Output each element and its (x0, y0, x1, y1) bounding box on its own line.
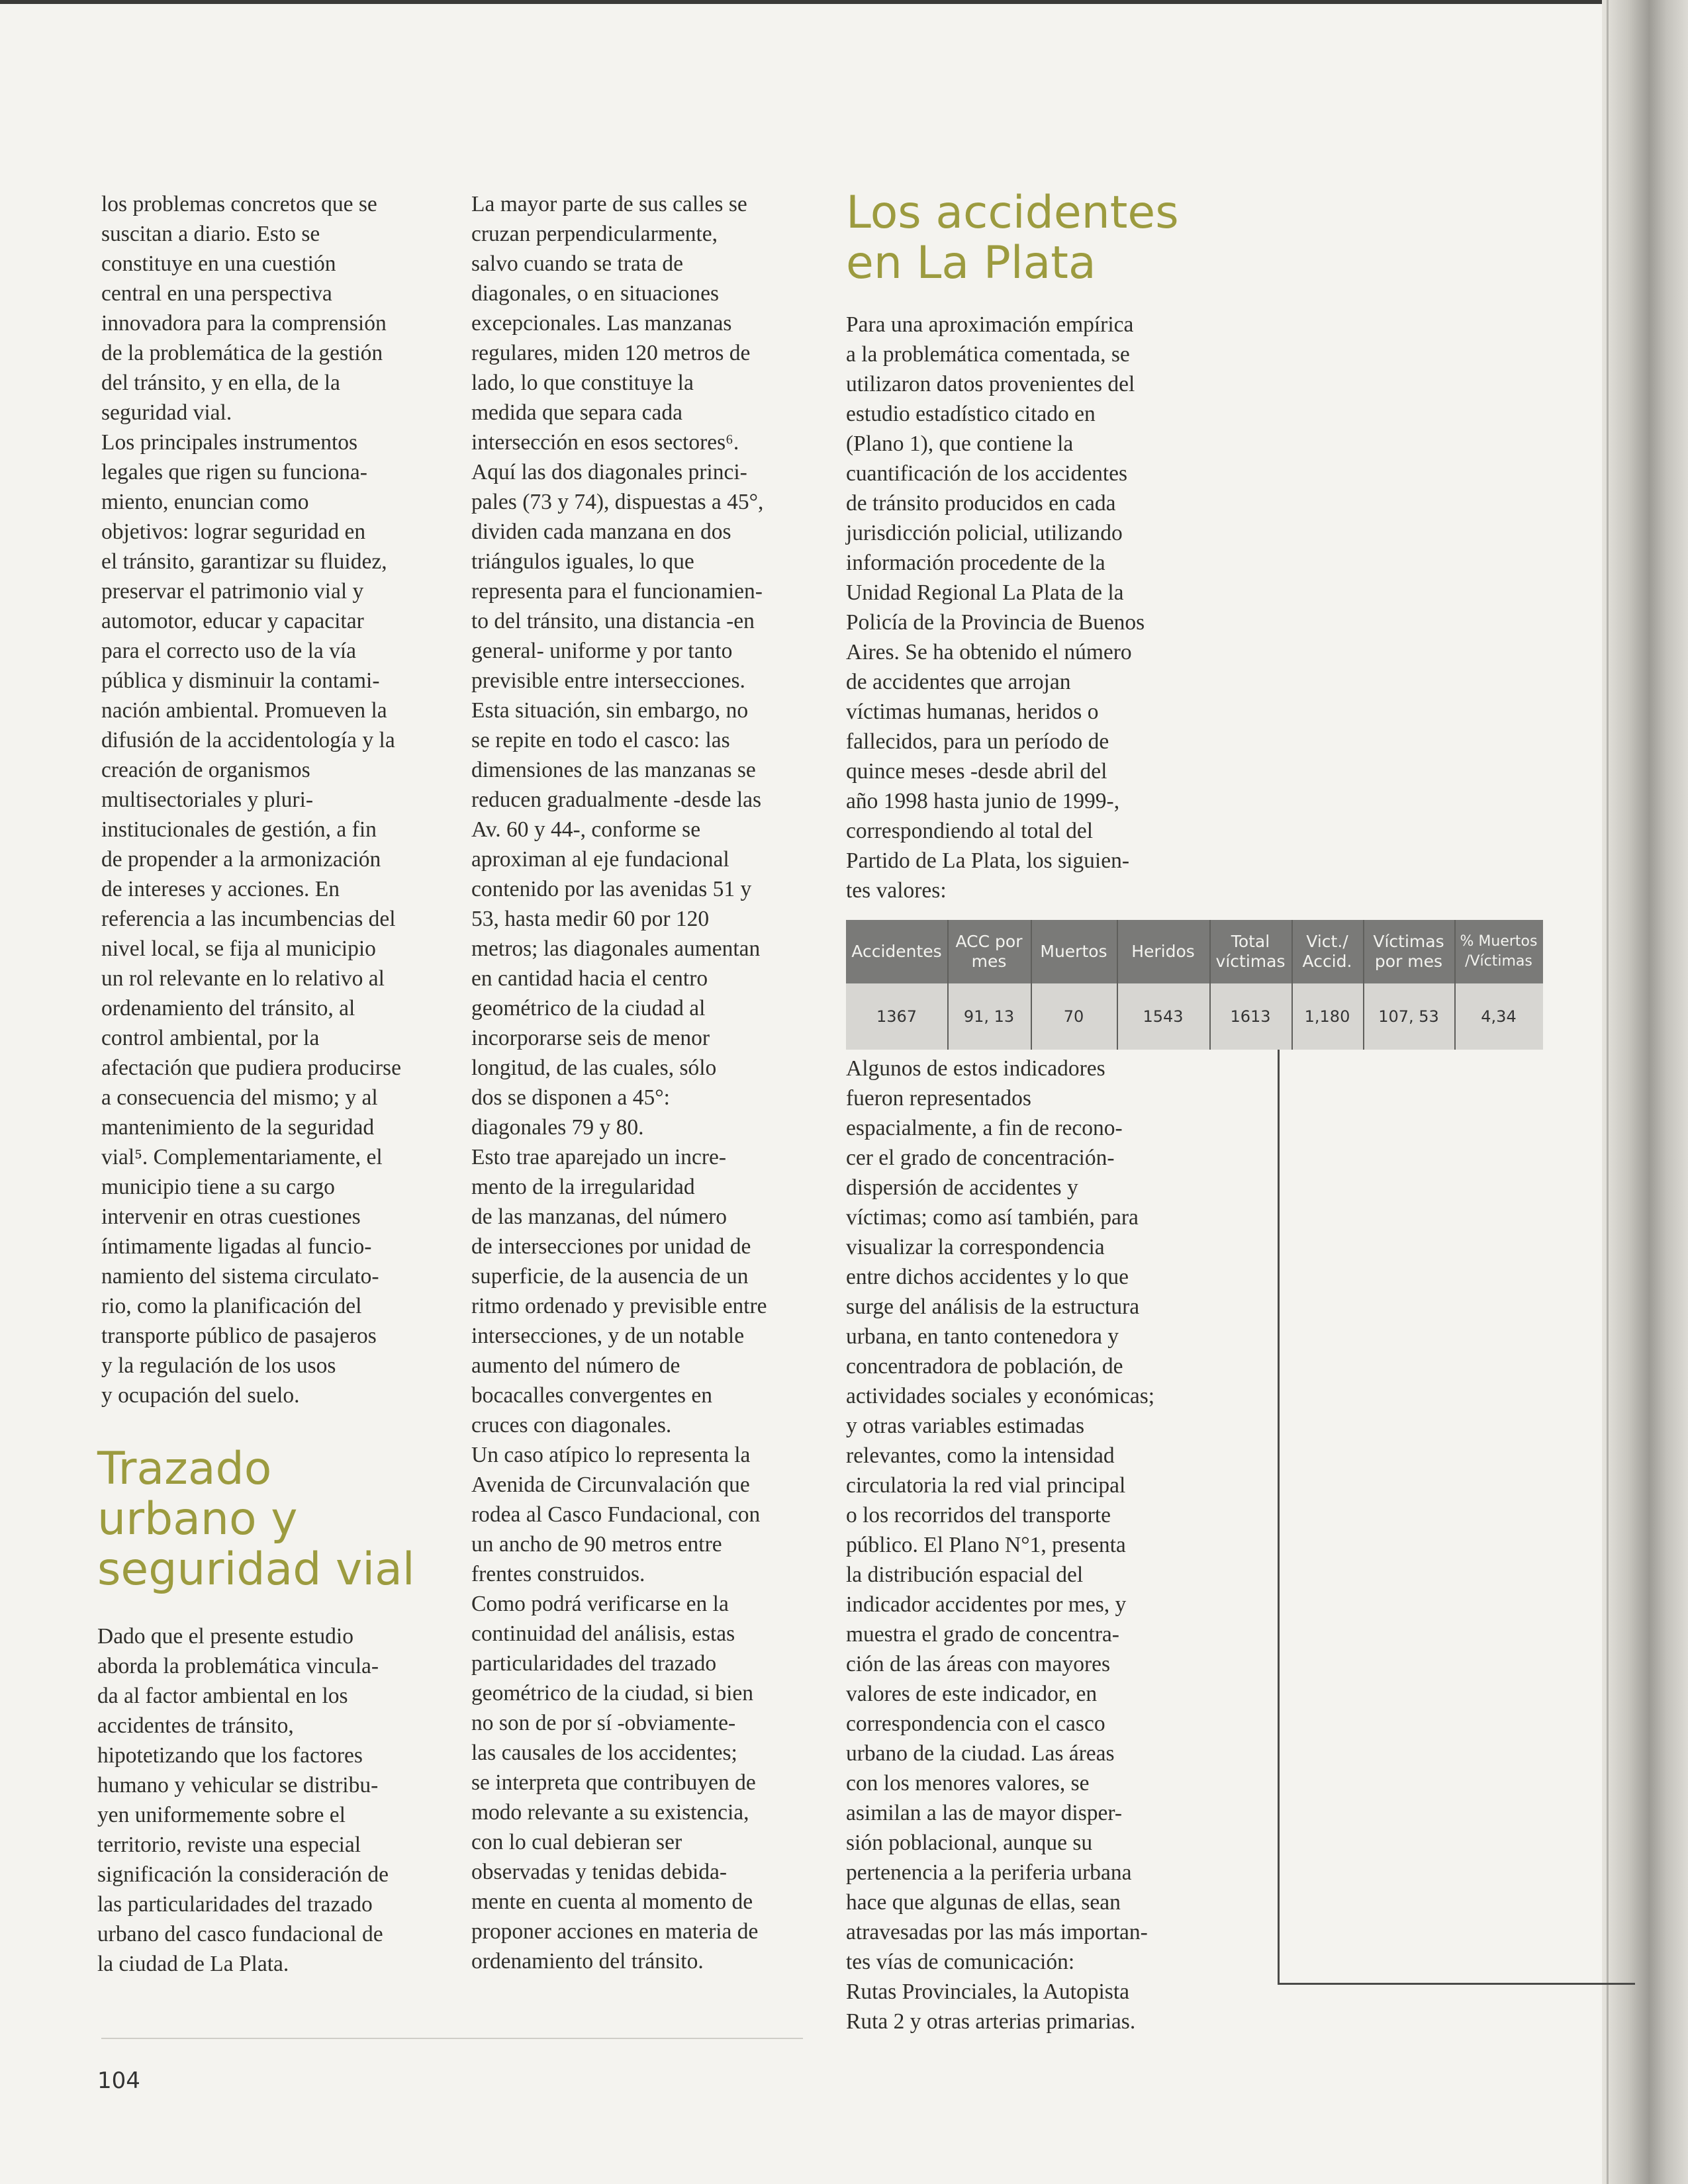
text-line: las particularidades del trazado (97, 1892, 373, 1917)
text-line: con los menores valores, se (846, 1771, 1090, 1796)
text-line: referencia a las incumbencias del (101, 907, 396, 931)
text-line: frentes construidos. (471, 1562, 645, 1586)
text-line: intersección en esos sectores⁶. (471, 430, 739, 455)
text-line: medida que separa cada (471, 400, 683, 425)
header-victimas-por-mes: Víctimas por mes (1373, 932, 1444, 971)
cell-total-victimas: 1613 (1230, 1007, 1271, 1026)
text-line: dividen cada manzana en dos (471, 520, 731, 544)
text-line: cruces con diagonales. (471, 1413, 672, 1437)
text-line: la ciudad de La Plata. (97, 1952, 289, 1976)
text-line: asimilan a las de mayor disper- (846, 1801, 1123, 1825)
text-line: preservar el patrimonio vial y (101, 579, 364, 604)
text-line: fueron representados (846, 1086, 1031, 1111)
text-line: muestra el grado de concentra- (846, 1622, 1119, 1647)
column-1-body-trazado (97, 1621, 428, 1979)
cell-muertos: 70 (1063, 1007, 1084, 1026)
text-line: diagonales 79 y 80. (471, 1115, 644, 1140)
text-line: relevantes, como la intensidad (846, 1443, 1115, 1468)
text-line: víctimas; como así también, para (846, 1205, 1139, 1230)
text-line: Rutas Provinciales, la Autopista (846, 1979, 1130, 2004)
text-line: urbano del casco fundacional de (97, 1922, 383, 1946)
text-line: observadas y tenidas debida- (471, 1860, 727, 1884)
text-line: a consecuencia del mismo; y al (101, 1085, 378, 1110)
text-line: mente en cuenta al momento de (471, 1889, 753, 1914)
text-line: objetivos: lograr seguridad en (101, 520, 366, 544)
heading-line: Los accidentes (846, 187, 1179, 239)
text-line: un ancho de 90 metros entre (471, 1532, 722, 1557)
figure-frame-left (1278, 1050, 1280, 1984)
text-line: estudio estadístico citado en (846, 402, 1096, 426)
text-line: dimensiones de las manzanas se (471, 758, 756, 782)
text-line: surge del análisis de la estructura (846, 1295, 1140, 1319)
column-2-text (471, 189, 809, 1976)
table-divider (1209, 920, 1211, 1050)
text-line: suscitan a diario. Esto se (101, 222, 320, 246)
text-line: entre dichos accidentes y lo que (846, 1265, 1129, 1289)
text-line: se interpreta que contribuyen de (471, 1770, 756, 1795)
table-divider (947, 920, 949, 1050)
book-gutter (1602, 0, 1688, 2184)
header-total-victimas: Total víctimas (1215, 932, 1286, 971)
text-line: bocacalles convergentes en (471, 1383, 712, 1408)
text-line: nación ambiental. Promueven la (101, 698, 387, 723)
text-line: correspondiendo al total del (846, 819, 1094, 843)
header-muertos: Muertos (1040, 942, 1107, 961)
header-accidentes: Accidentes (851, 942, 942, 961)
text-line: hace que algunas de ellas, sean (846, 1890, 1121, 1915)
text-line: hipotetizando que los factores (97, 1743, 363, 1768)
text-line: íntimamente ligadas al funcio- (101, 1234, 372, 1259)
text-line: namiento del sistema circulato- (101, 1264, 379, 1289)
page-number: 104 (97, 2068, 140, 2094)
text-line: miento, enuncian como (101, 490, 309, 514)
text-line: de las manzanas, del número (471, 1205, 727, 1229)
top-rule (0, 0, 1622, 4)
text-line: significación la consideración de (97, 1862, 389, 1887)
header-pct-muertos: % Muertos /Víctimas (1460, 933, 1538, 970)
text-line: dos se disponen a 45°: (471, 1085, 670, 1110)
text-line: intervenir en otras cuestiones (101, 1205, 361, 1229)
text-line: fallecidos, para un período de (846, 729, 1109, 754)
text-line: proponer acciones en materia de (471, 1919, 759, 1944)
table-divider (1363, 920, 1364, 1050)
text-line: previsible entre intersecciones. (471, 668, 745, 693)
text-line: se repite en todo el casco: las (471, 728, 730, 752)
text-line: Un caso atípico lo representa la (471, 1443, 751, 1467)
text-line: a la problemática comentada, se (846, 342, 1130, 367)
text-line: Los principales instrumentos (101, 430, 358, 455)
text-line: Partido de La Plata, los siguien- (846, 848, 1129, 873)
text-line: Aires. Se ha obtenido el número (846, 640, 1132, 664)
text-line: Esto trae aparejado un incre- (471, 1145, 727, 1169)
text-line: Avenida de Circunvalación que (471, 1473, 750, 1497)
text-line: atravesadas por las más importan- (846, 1920, 1148, 1944)
text-line: legales que rigen su funciona- (101, 460, 367, 484)
text-line: víctimas humanas, heridos o (846, 700, 1099, 724)
cell-pct-muertos: 4,34 (1481, 1007, 1517, 1026)
text-line: creación de organismos (101, 758, 310, 782)
text-line: de tránsito producidos en cada (846, 491, 1116, 516)
text-line: cuantificación de los accidentes (846, 461, 1128, 486)
text-line: Como podrá verificarse en la (471, 1592, 729, 1616)
text-line: y la regulación de los usos (101, 1353, 336, 1378)
heading-los-accidentes (846, 188, 1179, 289)
text-line: excepcionales. Las manzanas (471, 311, 732, 336)
text-line: indicador accidentes por mes, y (846, 1592, 1127, 1617)
text-line: quince meses -desde abril del (846, 759, 1107, 784)
text-line: Aquí las dos diagonales princi- (471, 460, 747, 484)
text-line: de la problemática de la gestión (101, 341, 383, 365)
column-1-text (101, 189, 432, 1410)
text-line: un rol relevante en lo relativo al (101, 966, 385, 991)
text-line: cruzan perpendicularmente, (471, 222, 718, 246)
text-line: metros; las diagonales aumentan (471, 936, 761, 961)
text-line: to del tránsito, una distancia -en (471, 609, 755, 633)
text-line: con lo cual debieran ser (471, 1830, 682, 1854)
heading-line: Trazado (97, 1443, 272, 1495)
heading-line: urbano y (97, 1493, 298, 1545)
text-line: reducen gradualmente -desde las (471, 788, 762, 812)
text-line: contenido por las avenidas 51 y (471, 877, 752, 901)
text-line: control ambiental, por la (101, 1026, 320, 1050)
text-line: rio, como la planificación del (101, 1294, 362, 1318)
accidents-table (846, 920, 1543, 1050)
text-line: representa para el funcionamien- (471, 579, 763, 604)
text-line: Esta situación, sin embargo, no (471, 698, 749, 723)
text-line: Policía de la Provincia de Buenos (846, 610, 1145, 635)
text-line: institucionales de gestión, a fin (101, 817, 377, 842)
header-acc-por-mes: ACC por mes (955, 932, 1023, 971)
text-line: Dado que el presente estudio (97, 1624, 353, 1649)
text-line: público. El Plano N°1, presenta (846, 1533, 1126, 1557)
text-line: general- uniforme y por tanto (471, 639, 733, 663)
text-line: (Plano 1), que contiene la (846, 432, 1074, 456)
text-line: ción de las áreas con mayores (846, 1652, 1111, 1676)
text-line: pública y disminuir la contami- (101, 668, 380, 693)
text-line: aproximan al eje fundacional (471, 847, 729, 872)
text-line: valores de este indicador, en (846, 1682, 1098, 1706)
text-line: rodea al Casco Fundacional, con (471, 1502, 761, 1527)
text-line: longitud, de las cuales, sólo (471, 1056, 717, 1080)
heading-line: en La Plata (846, 237, 1096, 289)
cell-vict-accid: 1,180 (1304, 1007, 1350, 1026)
text-line: de intereses y acciones. En (101, 877, 340, 901)
text-line: Ruta 2 y otras arterias primarias. (846, 2009, 1136, 2034)
text-line: tes valores: (846, 878, 947, 903)
text-line: cer el grado de concentración- (846, 1146, 1115, 1170)
text-line: central en una perspectiva (101, 281, 332, 306)
text-line: ordenamiento del tránsito, al (101, 996, 355, 1021)
text-line: particularidades del trazado (471, 1651, 717, 1676)
text-line: del tránsito, y en ella, de la (101, 371, 340, 395)
text-line: da al factor ambiental en los (97, 1684, 348, 1708)
text-line: modo relevante a su existencia, (471, 1800, 749, 1825)
text-line: accidentes de tránsito, (97, 1713, 294, 1738)
text-line: territorio, reviste una especial (97, 1833, 361, 1857)
text-line: Unidad Regional La Plata de la (846, 580, 1124, 605)
text-line: seguridad vial. (101, 400, 232, 425)
text-line: la distribución espacial del (846, 1563, 1084, 1587)
text-line: o los recorridos del transporte (846, 1503, 1111, 1527)
text-line: diagonales, o en situaciones (471, 281, 719, 306)
text-line: continuidad del análisis, estas (471, 1621, 735, 1646)
text-line: año 1998 hasta junio de 1999-, (846, 789, 1120, 813)
text-line: yen uniformemente sobre el (97, 1803, 346, 1827)
column-3-intro (846, 310, 1190, 905)
text-line: humano y vehicular se distribu- (97, 1773, 379, 1797)
text-line: ordenamiento del tránsito. (471, 1949, 704, 1974)
text-line: municipio tiene a su cargo (101, 1175, 335, 1199)
text-line: correspondencia con el casco (846, 1711, 1105, 1736)
table-divider (1454, 920, 1456, 1050)
cell-heridos: 1543 (1143, 1007, 1184, 1026)
table-divider (1117, 920, 1118, 1050)
text-line: salvo cuando se trata de (471, 251, 683, 276)
gutter-edge (1607, 0, 1609, 2184)
text-line: jurisdicción policial, utilizando (846, 521, 1123, 545)
text-line: de intersecciones por unidad de (471, 1234, 751, 1259)
table-divider (1031, 920, 1032, 1050)
text-line: actividades sociales y económicas; (846, 1384, 1155, 1408)
table-divider (1291, 920, 1293, 1050)
text-line: mantenimiento de la seguridad (101, 1115, 375, 1140)
figure-frame-bottom (1278, 1983, 1635, 1985)
text-line: innovadora para la comprensión (101, 311, 387, 336)
text-line: incorporarse seis de menor (471, 1026, 710, 1050)
text-line: de accidentes que arrojan (846, 670, 1071, 694)
text-line: afectación que pudiera producirse (101, 1056, 401, 1080)
text-line: de propender a la armonización (101, 847, 381, 872)
text-line: dispersión de accidentes y (846, 1175, 1078, 1200)
text-line: visualizar la correspondencia (846, 1235, 1105, 1259)
heading-line: seguridad vial (97, 1543, 415, 1596)
text-line: regulares, miden 120 metros de (471, 341, 751, 365)
text-line: los problemas concretos que se (101, 192, 377, 216)
text-line: 53, hasta medir 60 por 120 (471, 907, 710, 931)
cell-victimas-por-mes: 107, 53 (1378, 1007, 1439, 1026)
text-line: urbano de la ciudad. Las áreas (846, 1741, 1115, 1766)
text-line: triángulos iguales, lo que (471, 549, 694, 574)
heading-trazado-urbano (97, 1444, 415, 1595)
text-line: urbana, en tanto contenedora y (846, 1324, 1119, 1349)
text-line: superficie, de la ausencia de un (471, 1264, 749, 1289)
text-line: aborda la problemática vincula- (97, 1654, 379, 1678)
text-line: geométrico de la ciudad al (471, 996, 706, 1021)
text-line: aumento del número de (471, 1353, 680, 1378)
text-line: pertenencia a la periferia urbana (846, 1860, 1132, 1885)
header-vict-accid: Vict./ Accid. (1302, 932, 1352, 971)
text-line: y otras variables estimadas (846, 1414, 1085, 1438)
text-line: La mayor parte de sus calles se (471, 192, 747, 216)
text-line: circulatoria la red vial principal (846, 1473, 1126, 1498)
footer-rule (101, 2038, 803, 2039)
text-line: no son de por sí -obviamente- (471, 1711, 736, 1735)
header-heridos: Heridos (1131, 942, 1195, 961)
text-line: las causales de los accidentes; (471, 1741, 737, 1765)
text-line: geométrico de la ciudad, si bien (471, 1681, 754, 1706)
text-line: Para una aproximación empírica (846, 312, 1134, 337)
text-line: pales (73 y 74), dispuestas a 45°, (471, 490, 764, 514)
text-line: tes vías de comunicación: (846, 1950, 1075, 1974)
text-line: automotor, educar y capacitar (101, 609, 364, 633)
text-line: mento de la irregularidad (471, 1175, 695, 1199)
text-line: y ocupación del suelo. (101, 1383, 300, 1408)
text-line: transporte público de pasajeros (101, 1324, 377, 1348)
text-line: vial⁵. Complementariamente, el (101, 1145, 383, 1169)
text-line: información procedente de la (846, 551, 1105, 575)
text-line: constituye en una cuestión (101, 251, 336, 276)
text-line: en cantidad hacia el centro (471, 966, 708, 991)
cell-acc-por-mes: 91, 13 (963, 1007, 1015, 1026)
text-line: espacialmente, a fin de recono- (846, 1116, 1123, 1140)
text-line: ritmo ordenado y previsible entre (471, 1294, 767, 1318)
text-line: Algunos de estos indicadores (846, 1056, 1105, 1081)
text-line: Av. 60 y 44-, conforme se (471, 817, 701, 842)
text-line: lado, lo que constituye la (471, 371, 694, 395)
text-line: sión poblacional, aunque su (846, 1831, 1093, 1855)
text-line: multisectoriales y pluri- (101, 788, 314, 812)
text-line: concentradora de población, de (846, 1354, 1123, 1379)
cell-accidentes: 1367 (876, 1007, 917, 1026)
text-line: el tránsito, garantizar su fluidez, (101, 549, 387, 574)
text-line: nivel local, se fija al municipio (101, 936, 376, 961)
text-line: intersecciones, y de un notable (471, 1324, 745, 1348)
text-line: difusión de la accidentología y la (101, 728, 395, 752)
text-line: para el correcto uso de la vía (101, 639, 357, 663)
text-line: utilizaron datos provenientes del (846, 372, 1135, 396)
column-3-analysis (846, 1054, 1190, 2036)
